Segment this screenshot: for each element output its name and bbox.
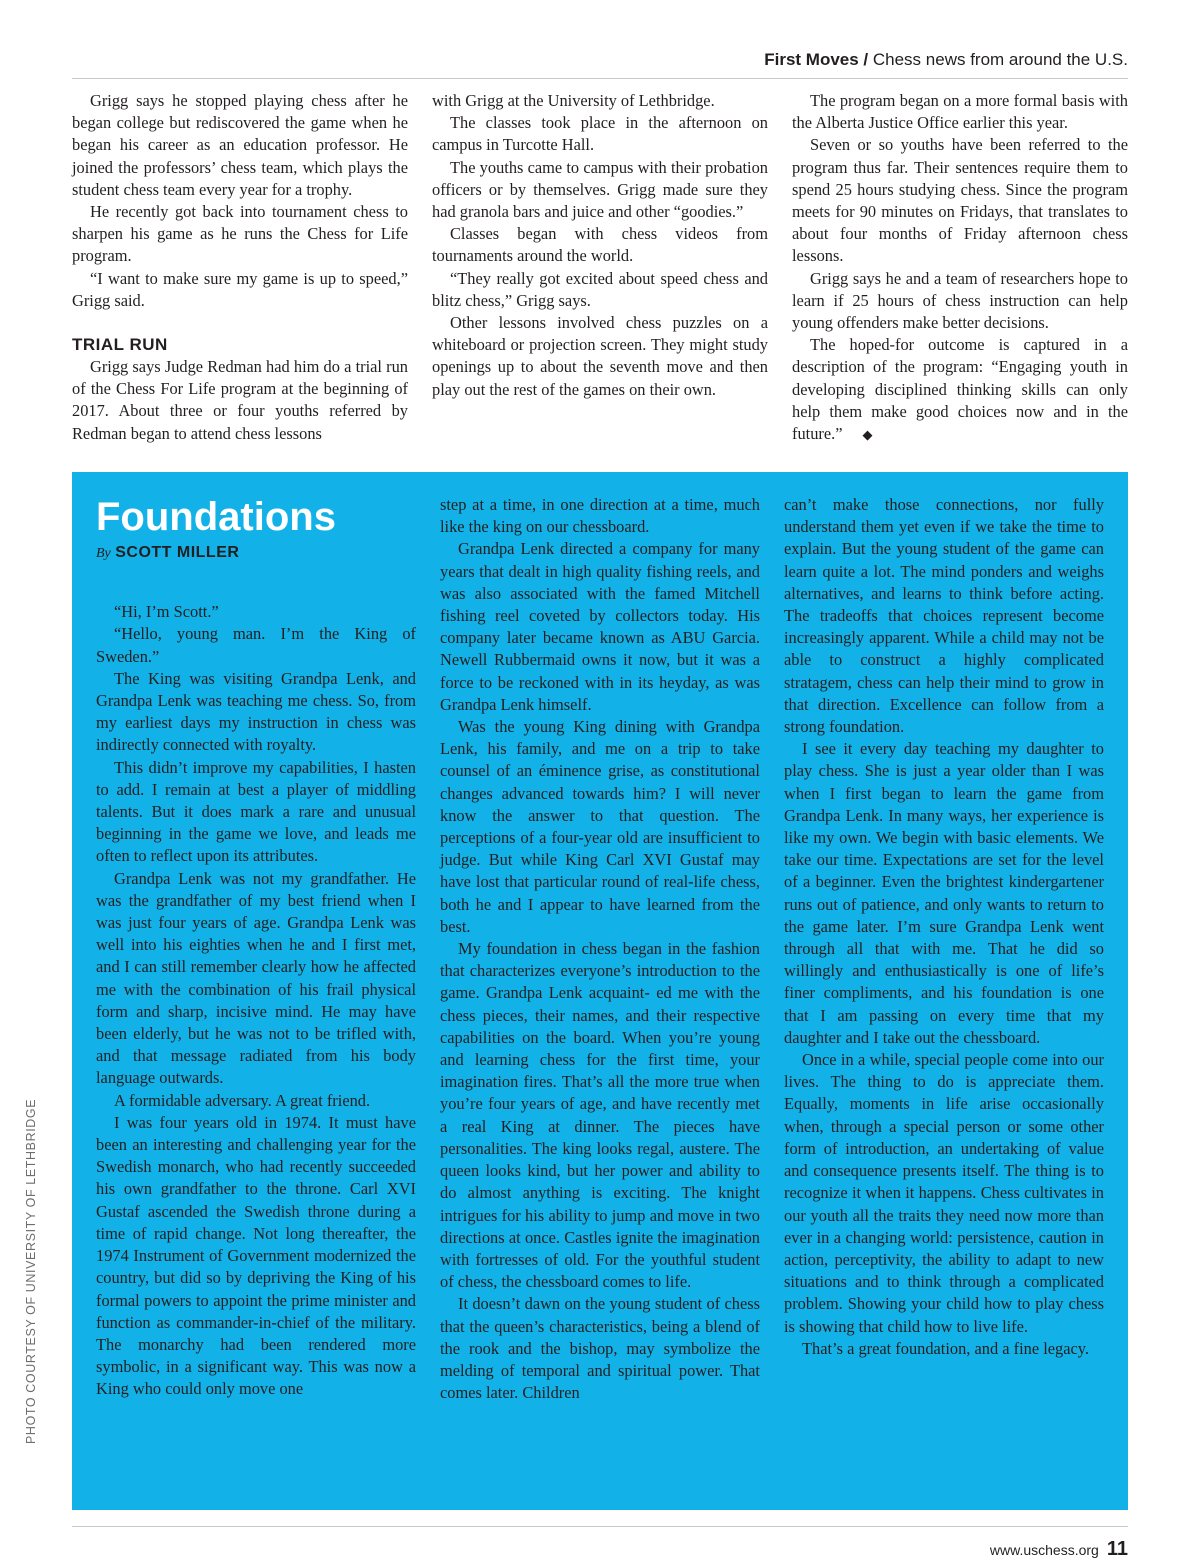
article-column-2 <box>432 90 768 446</box>
website-url: www.uschess.org <box>989 1542 1099 1558</box>
paragraph: The classes took place in the afternoon on campus in Turcotte Hall. <box>432 113 768 155</box>
page-footer <box>990 1538 1128 1561</box>
paragraph: Grigg says Judge Redman had him do a trial run of the Chess For Life program at the beginning of 2017. About three or four youths referred by Redman began to attend chess lessons <box>72 357 408 443</box>
paragraph: My foundation in chess began in the fashion that characterizes everyone’s introduction to the game. Grandpa Lenk acquaint- ed me with the chess pieces, their names, and their respective capabilities on the board. When you’re young and learning chess for the first time, your imagination fires. That’s all the more true when you’re four years of age, and have recently met a real King at dinner. The pieces have personalities. The king looks regal, austere. The queen looks kind, but her power and ability to do almost anything is exciting. The knight intrigues for his ability to jump and move in two directions at once. Castles ignite the imagination with fortresses of old. For the youthful student of chess, the chessboard comes to life. <box>440 939 760 1292</box>
paragraph: This didn’t improve my capabilities, I hasten to add. I remain at best a player of middling talents. But it does mark a rare and unusual beginning in the game we love, and leads me often to reflect upon its attributes. <box>96 757 416 866</box>
paragraph: Grigg says he and a team of researchers hope to learn if 25 hours of chess instruction can help young offenders make better decisions. <box>792 268 1128 333</box>
paragraph: Once in a while, special people come into our lives. The thing to do is appreciate them. Equally, moments in life arise occasionally when, through a special person or some other form of introduction, an undertaking of value and consequence presents itself. The thing is to recognize it when it happens. Chess cultivates in our youth all the traits they need now more than ever in a changing world: persistence, caution in action, perceptivity, the ability to adapt to new situations and to think through a complicated problem. Showing your child how to play chess is showing that child how to live life. <box>784 1050 1104 1336</box>
paragraph: I was four years old in 1974. It must have been an interesting and challenging year for the Swedish monarch, who had recently succeeded his own grandfather to the throne. Carl XVI Gustaf ascended the Swedish throne during a time of rapid change. Not long thereafter, the 1974 Instrument of Government modernized the country, but did so by depriving the King of his formal powers to appoint the prime minister and function as commander-in-chief of the military. The monarchy had been rendered more symbolic, in a significant way. This was now a King who could only move one <box>96 1112 416 1399</box>
paragraph: “Hi, I’m Scott.” <box>114 602 219 622</box>
feature-column-1 <box>96 494 416 1404</box>
paragraph: can’t make those connections, nor fully understand them yet even if we take the time to explain. But the young student of the game can learn quite a lot. The mind ponders and weighs alternatives, and learns to think before acting. The tradeoffs that choices represent become increasingly apparent. While a child may not be able to construct a highly complicated stratagem, chess can help their mind to grow in that direction. Excellence can follow from a strong foundation. <box>784 495 1104 737</box>
paragraph: Grandpa Lenk was not my grandfather. He was the grandfather of my best friend when I was just four years of age. Grandpa Lenk was well into his eighties when he and I first met, and I can still remember clearly how he affected me with the combination of his frail physical form and sharp, incisive mind. He may have been elderly, but he was not to be trifled with, and that message radiated from his body language outwards. <box>96 868 416 1088</box>
article-body <box>72 90 1128 446</box>
byline <box>96 542 416 565</box>
paragraph: “Hello, young man. I’m the King of Sweden.” <box>96 624 416 666</box>
paragraph: He recently got back into tournament chess to sharpen his game as he runs the Chess for Life program. <box>72 202 408 266</box>
byline-prefix: By <box>96 546 111 561</box>
end-mark-icon: ◆ <box>862 427 873 443</box>
paragraph: Other lessons involved chess puzzles on a whiteboard or projection screen. They might study openings up to about the seventh move and then play out the rest of the games on their own. <box>432 313 768 399</box>
feature-column-3 <box>784 494 1104 1404</box>
feature-body <box>96 494 1104 1404</box>
paragraph: Seven or so youths have been referred to the program thus far. Their sentences require them to spend 25 hours studying chess. Since the program meets for 90 minutes on Fridays, that translates to about four months of Friday afternoon chess lessons. <box>792 135 1128 266</box>
paragraph: The youths came to campus with their probation officers or by themselves. Grigg made sure they had granola bars and juice and other “goodies.” <box>432 157 768 222</box>
feature-title: Foundations <box>96 495 336 539</box>
footer-rule <box>72 1526 1128 1527</box>
paragraph: A formidable adversary. A great friend. <box>114 1090 371 1110</box>
running-header <box>72 50 1128 79</box>
article-column-1 <box>72 90 408 446</box>
paragraph: The program began on a more formal basis with the Alberta Justice Office earlier this year. <box>792 91 1128 133</box>
feature-box <box>72 472 1128 1510</box>
section-subtitle: Chess news from around the U.S. <box>872 50 1128 69</box>
author-name: SCOTT MILLER <box>115 544 240 561</box>
section-name: First Moves / <box>764 50 869 69</box>
paragraph: with Grigg at the University of Lethbridge. <box>432 91 715 110</box>
page-number: 11 <box>1106 1538 1128 1560</box>
paragraph: “They really got excited about speed chess and blitz chess,” Grigg says. <box>432 268 768 310</box>
paragraph: Grigg says he stopped playing chess after he began college but rediscovered the game when he began his career as an education professor. He joined the professors’ chess team, which plays the student chess team every year for a trophy. <box>72 91 408 199</box>
paragraph: The King was visiting Grandpa Lenk, and Grandpa Lenk was teaching me chess. So, from my earliest days my instruction in chess was indirectly connected with royalty. <box>96 668 416 755</box>
subhead: TRIAL RUN <box>72 335 168 355</box>
article-column-3 <box>792 90 1128 446</box>
paragraph: step at a time, in one direction at a time, much like the king on our chessboard. <box>440 495 760 537</box>
photo-credit: PHOTO COURTESY OF UNIVERSITY OF LETHBRIDGE <box>24 1098 38 1444</box>
paragraph: I see it every day teaching my daughter to play chess. She is just a year older than I was when I first began to learn the game from Grandpa Lenk. In many ways, her experience is like my own. We begin with basic elements. We take our time. Expectations are set for the level of a beginner. Even the brightest kindergartener runs out of patience, and only wants to return to the game later. I’m sure Grandpa Lenk went through all that with me. That he did so willingly and enthusiastically is one of life’s finer compliments, and his foundation is one that I am passing on every time that my daughter and I take out the chessboard. <box>784 739 1104 1047</box>
paragraph: It doesn’t dawn on the young student of chess that the queen’s characteristics, being a blend of the rook and the bishop, may symbolize the melding of temporal and spiritual power. That comes later. Children <box>440 1294 760 1403</box>
paragraph-text: The hoped-for outcome is captured in a description of the program: “Engaging youth in developing disciplined thinking skills can only help them make good choices now and in the future.” <box>792 335 1128 444</box>
paragraph <box>792 334 1128 446</box>
paragraph: That’s a great foundation, and a fine legacy. <box>802 1338 1090 1358</box>
paragraph: Was the young King dining with Grandpa Lenk, his family, and me on a trip to take counsel of an éminence grise, as constitutional changes advanced towards him? I will never know the answer to that question. The perceptions of a four-year old are insufficient to judge. But while King Carl XVI Gustaf may have lost that particular round of real-life chess, both he and I appear to have learned from the best. <box>440 717 760 936</box>
feature-column-2 <box>440 494 760 1404</box>
paragraph: Classes began with chess videos from tournaments around the world. <box>432 224 768 266</box>
paragraph: “I want to make sure my game is up to speed,” Grigg said. <box>72 268 408 310</box>
paragraph: Grandpa Lenk directed a company for many years that dealt in high quality fishing reels, and was also associated with the famed Mitchell fishing reel coveted by collectors today. His company later became known as ABU Garcia. Newell Rubbermaid owns it now, but it was a force to be reckoned with in its heyday, as was Grandpa Lenk himself. <box>440 539 760 714</box>
